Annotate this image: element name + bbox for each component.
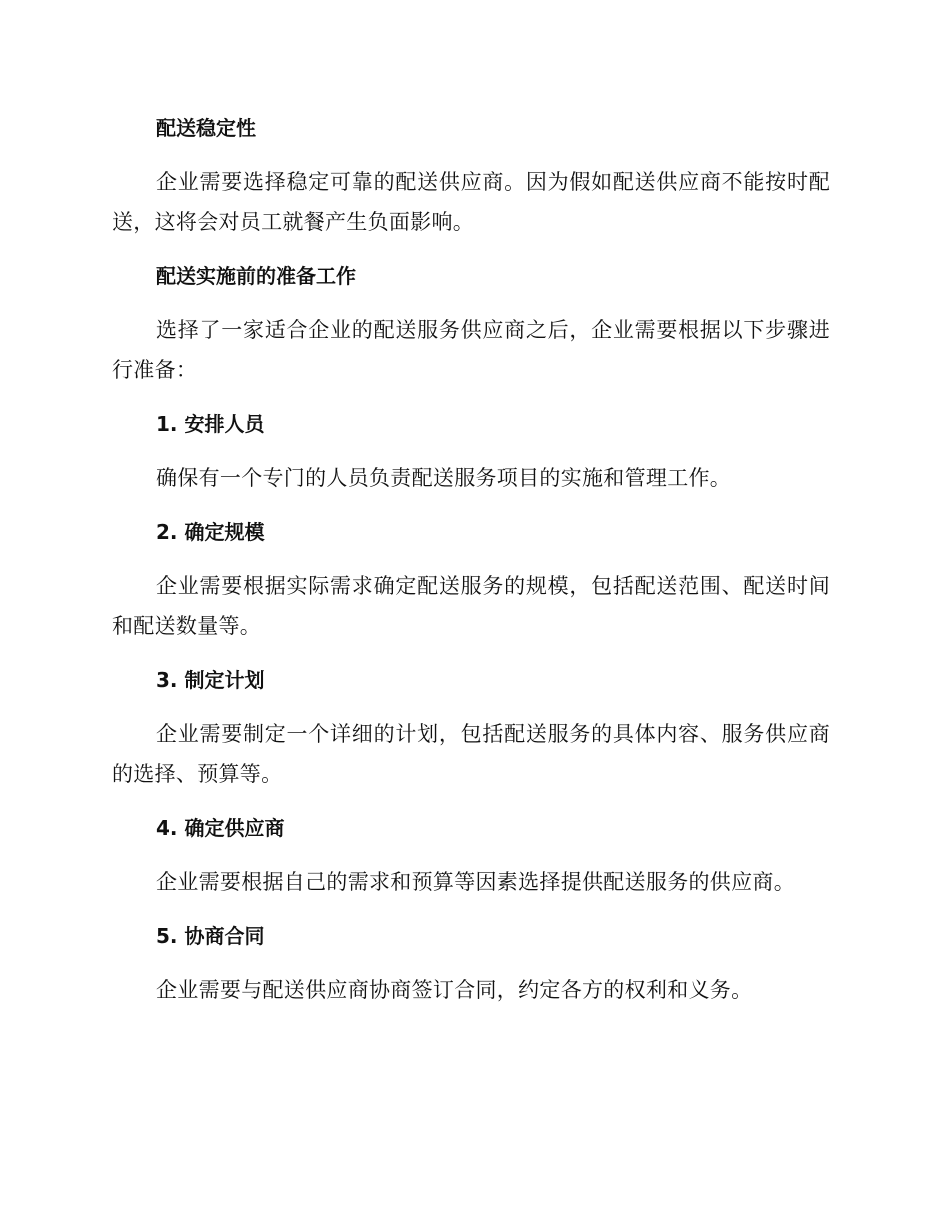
document-page bbox=[112, 108, 830, 1024]
step-paragraph-choose-supplier: 企业需要根据自己的需求和预算等因素选择提供配送服务的供应商。 bbox=[156, 870, 795, 894]
step-paragraph-make-plan: 企业需要制定一个详细的计划，包括配送服务的具体内容、服务供应商的选择、预算等。 bbox=[112, 722, 830, 786]
step-paragraph-negotiate-contract: 企业需要与配送供应商协商签订合同，约定各方的权利和义务。 bbox=[156, 978, 753, 1002]
step-heading-choose-supplier: 4. 确定供应商 bbox=[156, 816, 285, 840]
step-heading-arrange-staff: 1. 安排人员 bbox=[156, 412, 265, 436]
step-paragraph-determine-scale: 企业需要根据实际需求确定配送服务的规模，包括配送范围、配送时间和配送数量等。 bbox=[112, 574, 830, 638]
step-heading-determine-scale: 2. 确定规模 bbox=[156, 520, 265, 544]
section-heading-preparation: 配送实施前的准备工作 bbox=[156, 264, 356, 288]
step-heading-negotiate-contract: 5. 协商合同 bbox=[156, 924, 265, 948]
section-paragraph-preparation: 选择了一家适合企业的配送服务供应商之后，企业需要根据以下步骤进行准备： bbox=[112, 318, 830, 382]
section-heading-delivery-stability: 配送稳定性 bbox=[156, 116, 256, 140]
step-paragraph-arrange-staff: 确保有一个专门的人员负责配送服务项目的实施和管理工作。 bbox=[156, 466, 732, 490]
section-paragraph-delivery-stability: 企业需要选择稳定可靠的配送供应商。因为假如配送供应商不能按时配送，这将会对员工就餐产生负面影响。 bbox=[112, 170, 830, 234]
step-heading-make-plan: 3. 制定计划 bbox=[156, 668, 265, 692]
